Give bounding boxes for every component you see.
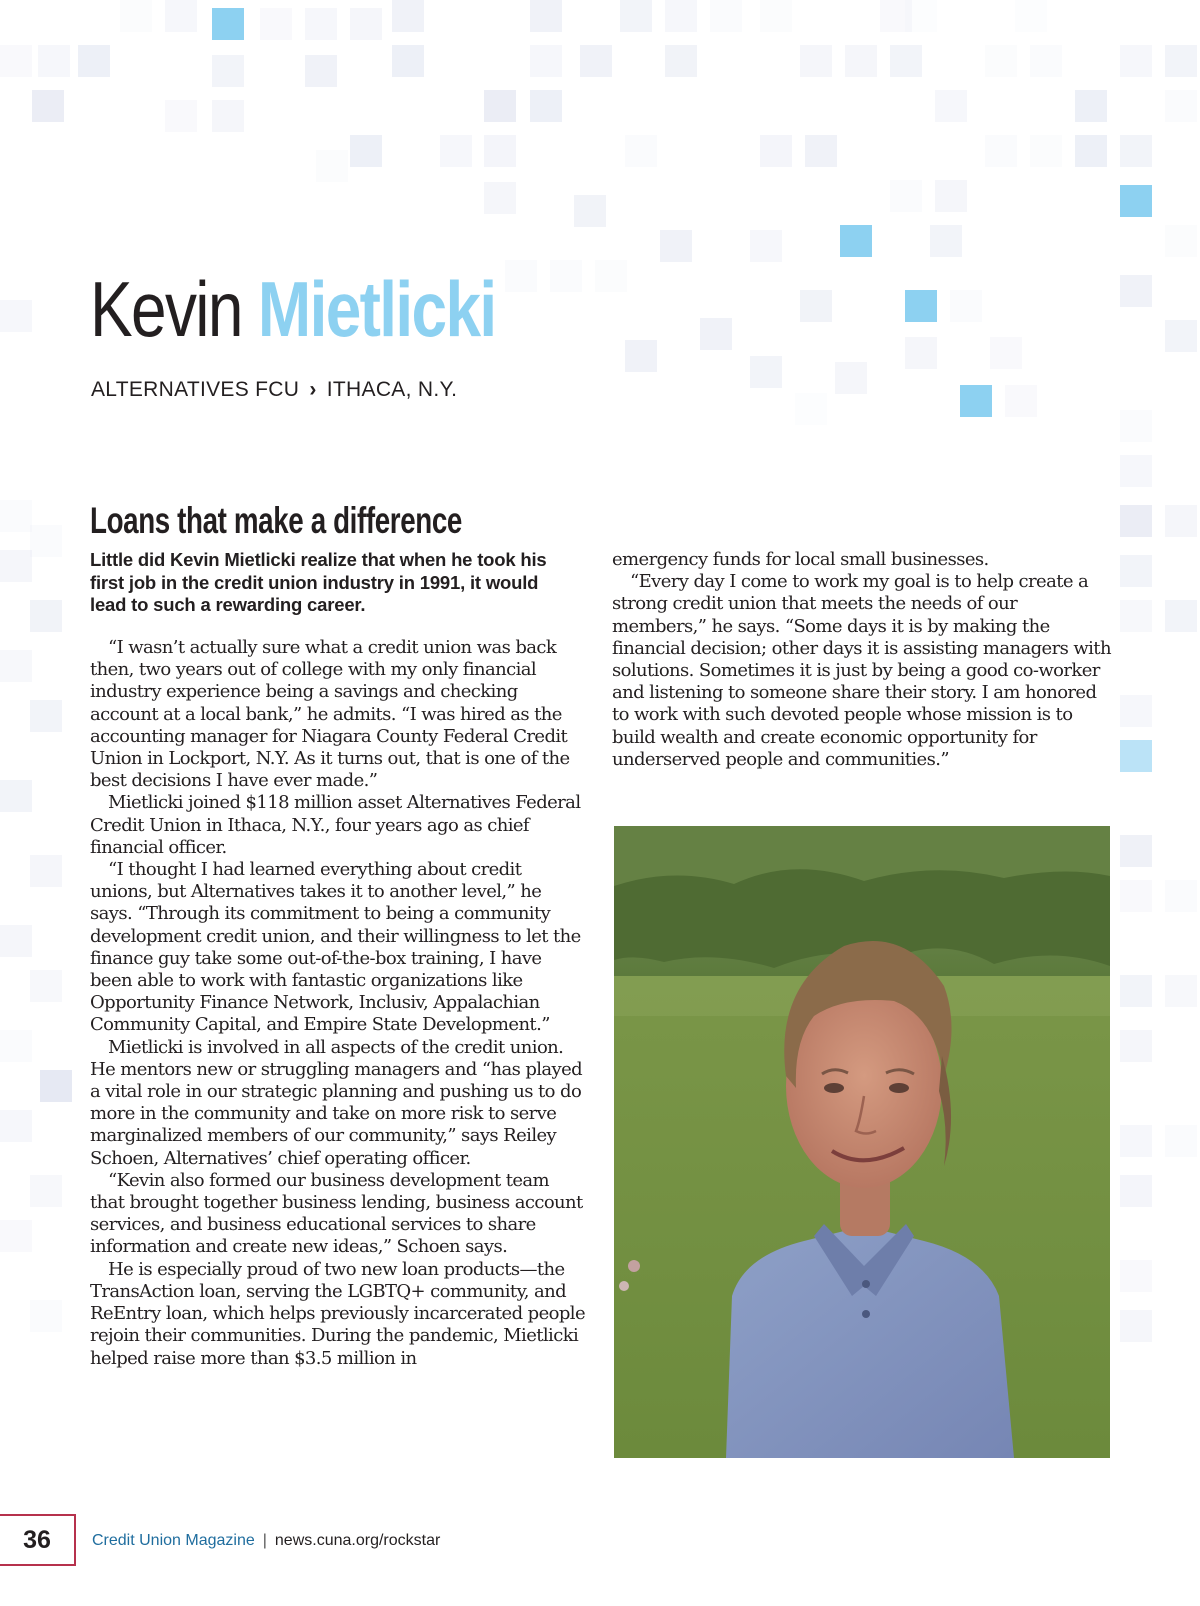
decorative-square (1120, 410, 1152, 442)
decorative-square (484, 90, 516, 122)
location: ITHACA, N.Y. (326, 378, 458, 401)
article-deck: Little did Kevin Mietlicki realize that when he took his first job in the credit union industry in 1991, it would lead to such a rewarding career. (90, 549, 547, 616)
decorative-square (660, 230, 692, 262)
decorative-square (1120, 1125, 1152, 1157)
footer-divider: | (262, 1532, 267, 1549)
decorative-square (890, 180, 922, 212)
paragraph: “Kevin also formed our business development team that brought together business lending, business account services, and business educational services to share information and create new ideas,” Schoen says. (90, 1169, 583, 1258)
decorative-square (1120, 135, 1152, 167)
decorative-square (1120, 555, 1152, 587)
decorative-square (260, 8, 292, 40)
decorative-square (580, 45, 612, 77)
decorative-square (30, 855, 62, 887)
decorative-square (350, 135, 382, 167)
last-name: Mietlicki (257, 265, 496, 353)
decorative-square (1120, 1175, 1152, 1207)
decorative-square (985, 135, 1017, 167)
decorative-square (1120, 835, 1152, 867)
decorative-square (1165, 90, 1197, 122)
decorative-square (350, 8, 382, 40)
decorative-square (1165, 45, 1197, 77)
decorative-square (795, 393, 827, 425)
decorative-square (1075, 135, 1107, 167)
decorative-square (30, 700, 62, 732)
decorative-square (40, 1070, 72, 1102)
paragraph: “Every day I come to work my goal is to help create a strong credit union that meets the needs of our members,” he says. “Some days it is by making the financial decision; other days it is assisting managers with solutions. Sometimes it is just by being a good co-worker and listening to someone share their story. I am honored to work with such devoted people whose mission is to build wealth and create economic opportunity for underserved people and communities.” (612, 571, 1111, 770)
decorative-square (1030, 135, 1062, 167)
first-name: Kevin (90, 265, 242, 353)
paragraph: He is especially proud of two new loan products—the TransAction loan, serving the LGBTQ+ community, and ReEntry loan, which helps previously incarcerated people rejoin their communities. During the pandemic, Mietlicki helped raise more than $3.5 million in (90, 1258, 585, 1369)
decorative-square (0, 45, 32, 77)
decorative-square (960, 385, 992, 417)
decorative-square (440, 135, 472, 167)
decorative-square (212, 8, 244, 40)
decorative-square (1165, 320, 1197, 352)
decorative-square (30, 970, 62, 1002)
decorative-square (905, 290, 937, 322)
decorative-square (1120, 695, 1152, 727)
decorative-square (985, 45, 1017, 77)
decorative-square (1120, 740, 1152, 772)
organization-name: ALTERNATIVES FCU (91, 378, 300, 401)
decorative-square (305, 8, 337, 40)
decorative-square (32, 90, 64, 122)
decorative-square (1030, 45, 1062, 77)
decorative-square (1120, 455, 1152, 487)
decorative-square (750, 230, 782, 262)
footer-url: news.cuna.org/rockstar (274, 1532, 441, 1549)
decorative-square (38, 45, 70, 77)
decorative-square (0, 550, 32, 582)
decorative-square (392, 0, 424, 32)
article-column-2 (612, 549, 1112, 771)
paragraph: Mietlicki is involved in all aspects of the credit union. He mentors new or struggling managers and “has played a vital role in our strategic planning and pushing us to do more in the community and take on more risk to serve marginalized members of our community,” says Reiley Schoen, Alternatives’ chief operating officer. (90, 1036, 583, 1169)
decorative-square (30, 1300, 62, 1332)
decorative-square (620, 0, 652, 32)
decorative-square (1120, 880, 1152, 912)
decorative-square (800, 45, 832, 77)
decorative-square (120, 0, 152, 32)
decorative-square (1120, 505, 1152, 537)
decorative-square (625, 340, 657, 372)
decorative-square (530, 45, 562, 77)
decorative-square (1120, 1260, 1152, 1292)
paragraph: “I thought I had learned everything about credit unions, but Alternatives takes it to another level,” he says. “Through its commitment to being a community development credit union, and their willingness to let the finance guy take some out-of-the-box training, I have been able to work with fantastic organizations like Opportunity Finance Network, Inclusiv, Appalachian Community Capital, and Empire State Development.” (90, 859, 581, 1036)
portrait-photo-icon (614, 826, 1110, 1458)
profile-name (90, 265, 496, 353)
decorative-square (625, 135, 657, 167)
decorative-square (0, 1220, 32, 1252)
decorative-square (905, 0, 937, 32)
portrait-photo (614, 826, 1110, 1458)
decorative-square (574, 195, 606, 227)
footer-credit (92, 1532, 440, 1550)
decorative-square (165, 0, 197, 32)
decorative-square (1005, 385, 1037, 417)
decorative-square (1120, 1310, 1152, 1342)
decorative-square (1165, 600, 1197, 632)
decorative-square (760, 135, 792, 167)
decorative-square (595, 260, 627, 292)
paragraph: Mietlicki joined $118 million asset Alternatives Federal Credit Union in Ithaca, N.Y., four years ago as chief financial officer. (90, 792, 581, 858)
decorative-square (710, 0, 742, 32)
decorative-square (1120, 45, 1152, 77)
decorative-square (1015, 0, 1047, 32)
decorative-square (760, 0, 792, 32)
decorative-square (800, 290, 832, 322)
decorative-square (0, 1110, 32, 1142)
decorative-square (484, 182, 516, 214)
decorative-square (950, 290, 982, 322)
decorative-square (1120, 1030, 1152, 1062)
decorative-square (0, 925, 32, 957)
decorative-square (1165, 880, 1197, 912)
decorative-square (750, 356, 782, 388)
decorative-square (1120, 275, 1152, 307)
decorative-square (1120, 185, 1152, 217)
decorative-square (530, 90, 562, 122)
decorative-square (505, 260, 537, 292)
decorative-square (212, 55, 244, 87)
decorative-square (0, 500, 32, 532)
article-headline: Loans that make a difference (90, 500, 462, 541)
page-number: 36 (0, 1514, 76, 1566)
decorative-square (30, 525, 62, 557)
decorative-square (935, 90, 967, 122)
decorative-square (0, 1030, 32, 1062)
decorative-square (840, 225, 872, 257)
decorative-square (0, 300, 32, 332)
decorative-square (845, 45, 877, 77)
decorative-square (212, 100, 244, 132)
decorative-square (890, 45, 922, 77)
decorative-square (30, 600, 62, 632)
article-column-1 (90, 637, 586, 1370)
decorative-square (1165, 1125, 1197, 1157)
decorative-square (484, 135, 516, 167)
decorative-square (665, 45, 697, 77)
paragraph: “I wasn’t actually sure what a credit union was back then, two years out of college with my only financial industry experience being a savings and checking account at a local bank,” he admits. “I was hired as the accounting manager for Niagara County Federal Credit Union in Lockport, N.Y. As it turns out, that is one of the best decisions I have ever made.” (90, 637, 570, 792)
decorative-square (1165, 505, 1197, 537)
decorative-square (835, 362, 867, 394)
decorative-square (665, 0, 697, 32)
decorative-square (1120, 600, 1152, 632)
decorative-square (1165, 225, 1197, 257)
decorative-square (30, 1175, 62, 1207)
decorative-square (78, 45, 110, 77)
decorative-square (0, 650, 32, 682)
decorative-square (530, 0, 562, 32)
decorative-square (316, 150, 348, 182)
decorative-square (1165, 975, 1197, 1007)
organization-location (91, 378, 457, 402)
decorative-square (392, 45, 424, 77)
chevron-right-icon: › (309, 378, 317, 401)
decorative-square (1120, 975, 1152, 1007)
decorative-square (930, 225, 962, 257)
paragraph: emergency funds for local small businesses. (612, 549, 989, 570)
decorative-square (0, 780, 32, 812)
magazine-name: Credit Union Magazine (92, 1532, 255, 1549)
decorative-square (1075, 90, 1107, 122)
decorative-square (935, 180, 967, 212)
decorative-square (805, 135, 837, 167)
decorative-square (700, 318, 732, 350)
decorative-square (550, 260, 582, 292)
decorative-square (305, 55, 337, 87)
decorative-square (165, 100, 197, 132)
decorative-square (990, 337, 1022, 369)
decorative-square (905, 337, 937, 369)
